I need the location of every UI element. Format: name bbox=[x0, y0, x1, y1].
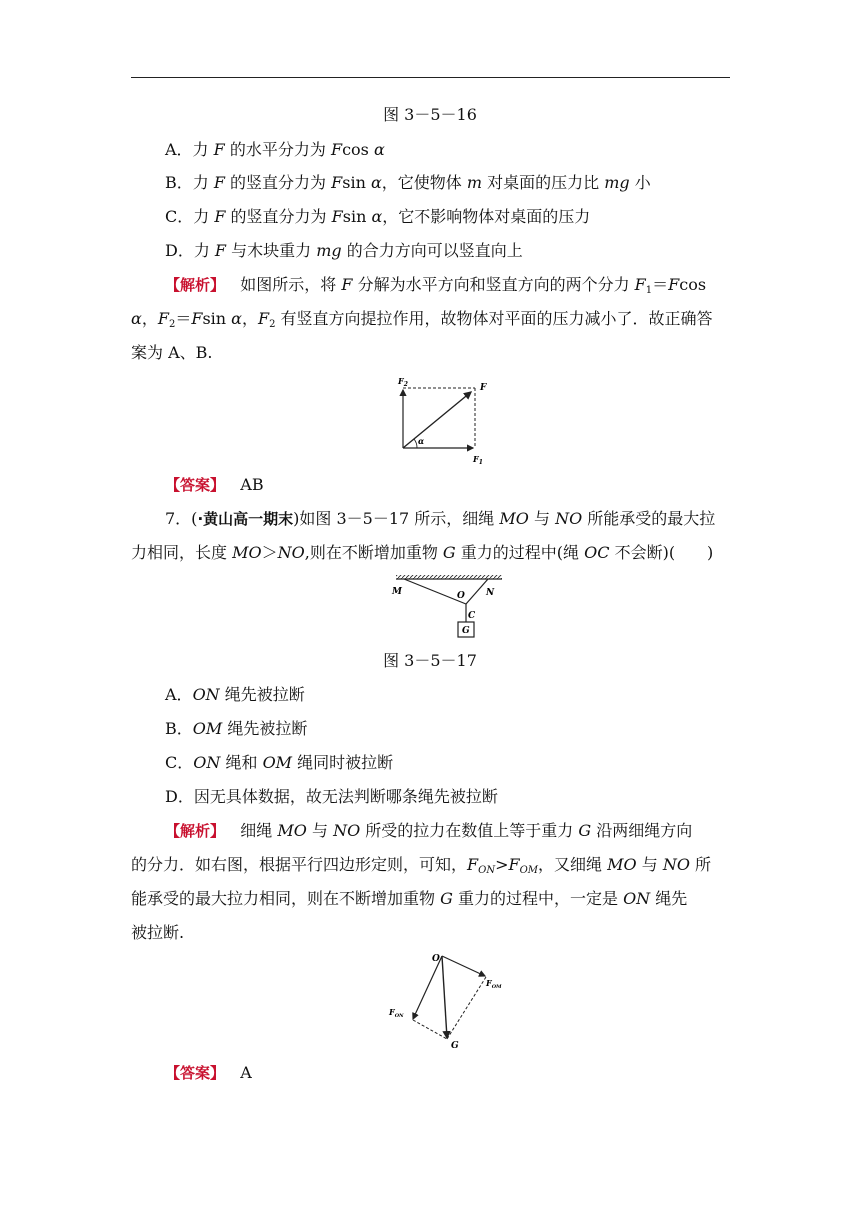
analysis-line: 的分力．如右图，根据平行四边形定则，可知，$F_{ON}>F_{OM}$，又细绳 MO 与 NO 所 bbox=[131, 855, 712, 876]
option-a: A．ON 绳先被拉断 bbox=[165, 685, 305, 704]
f2-label: $F_2$ bbox=[398, 376, 408, 388]
dashed-line bbox=[447, 977, 486, 1039]
rope-figure bbox=[390, 574, 510, 642]
option-b: B．OM 绳先被拉断 bbox=[165, 719, 308, 738]
answer-line: 【答案】 AB bbox=[165, 475, 264, 494]
header-rule bbox=[131, 77, 730, 78]
figure-caption: 图 3－5－16 bbox=[383, 105, 477, 124]
question-7-line: 7．(·黄山高一期末)如图 3－5－17 所示，细绳 MO 与 NO 所能承受的最大拉 bbox=[165, 509, 716, 528]
g-label: G bbox=[462, 626, 470, 636]
answer-line: 【答案】 A bbox=[165, 1063, 252, 1082]
f-vector bbox=[403, 392, 471, 448]
option-d: D．因无具体数据，故无法判断哪条绳先被拉断 bbox=[165, 787, 498, 806]
option-c: C．力 F 的竖直分力为 Fsin α，它不影响物体对桌面的压力 bbox=[165, 207, 591, 226]
option-d: D．力 F 与木块重力 mg 的合力方向可以竖直向上 bbox=[165, 241, 523, 260]
analysis-line: 案为 A、B. bbox=[131, 343, 213, 362]
force-decomposition-figure bbox=[395, 374, 505, 469]
vector-figure bbox=[385, 950, 515, 1055]
fon-vector bbox=[413, 956, 442, 1019]
option-a: A．力 F 的水平分力为 Fcos α bbox=[165, 140, 385, 159]
analysis-line: α，$F_2=Fsin$ α，$F_2$ 有竖直方向提拉作用，故物体对平面的压力减小了．故正确答 bbox=[131, 309, 713, 330]
g-label: G bbox=[451, 1041, 459, 1051]
analysis-line: 能承受的最大拉力相同，则在不断增加重物 G 重力的过程中，一定是 ON 绳先 bbox=[131, 889, 688, 908]
option-b: B．力 F 的竖直分力为 Fsin α，它使物体 m 对桌面的压力比 mg 小 bbox=[165, 173, 651, 192]
fon-label: $F_{ON}$ bbox=[389, 1007, 404, 1019]
option-c: C．ON 绳和 OM 绳同时被拉断 bbox=[165, 753, 394, 772]
fom-label: $F_{OM}$ bbox=[486, 978, 502, 990]
angle-arc bbox=[414, 439, 417, 448]
analysis-line: 被拉断. bbox=[131, 923, 185, 942]
dashed-line bbox=[413, 1020, 447, 1039]
m-label: M bbox=[392, 587, 402, 597]
g-vector bbox=[442, 956, 447, 1038]
analysis-line: 【解析】 细绳 MO 与 NO 所受的拉力在数值上等于重力 G 沿两细绳方向 bbox=[165, 821, 693, 840]
alpha-label: α bbox=[418, 436, 425, 446]
question-7-line: 力相同，长度 MO＞NO,则在不断增加重物 G 重力的过程中(绳 OC 不会断)( ) bbox=[131, 543, 714, 562]
o-label: O bbox=[457, 591, 465, 601]
n-label: N bbox=[486, 588, 495, 598]
f-label: F bbox=[480, 383, 487, 393]
fom-vector bbox=[442, 956, 485, 976]
o-label: O bbox=[432, 954, 440, 964]
f1-label: $F_1$ bbox=[473, 454, 483, 466]
c-label: C bbox=[468, 611, 476, 621]
analysis-line: 【解析】 如图所示，将 F 分解为水平方向和竖直方向的两个分力 $F_1=Fcos$ bbox=[165, 275, 707, 296]
rope-no bbox=[466, 579, 488, 604]
figure-caption: 图 3－5－17 bbox=[383, 651, 477, 670]
